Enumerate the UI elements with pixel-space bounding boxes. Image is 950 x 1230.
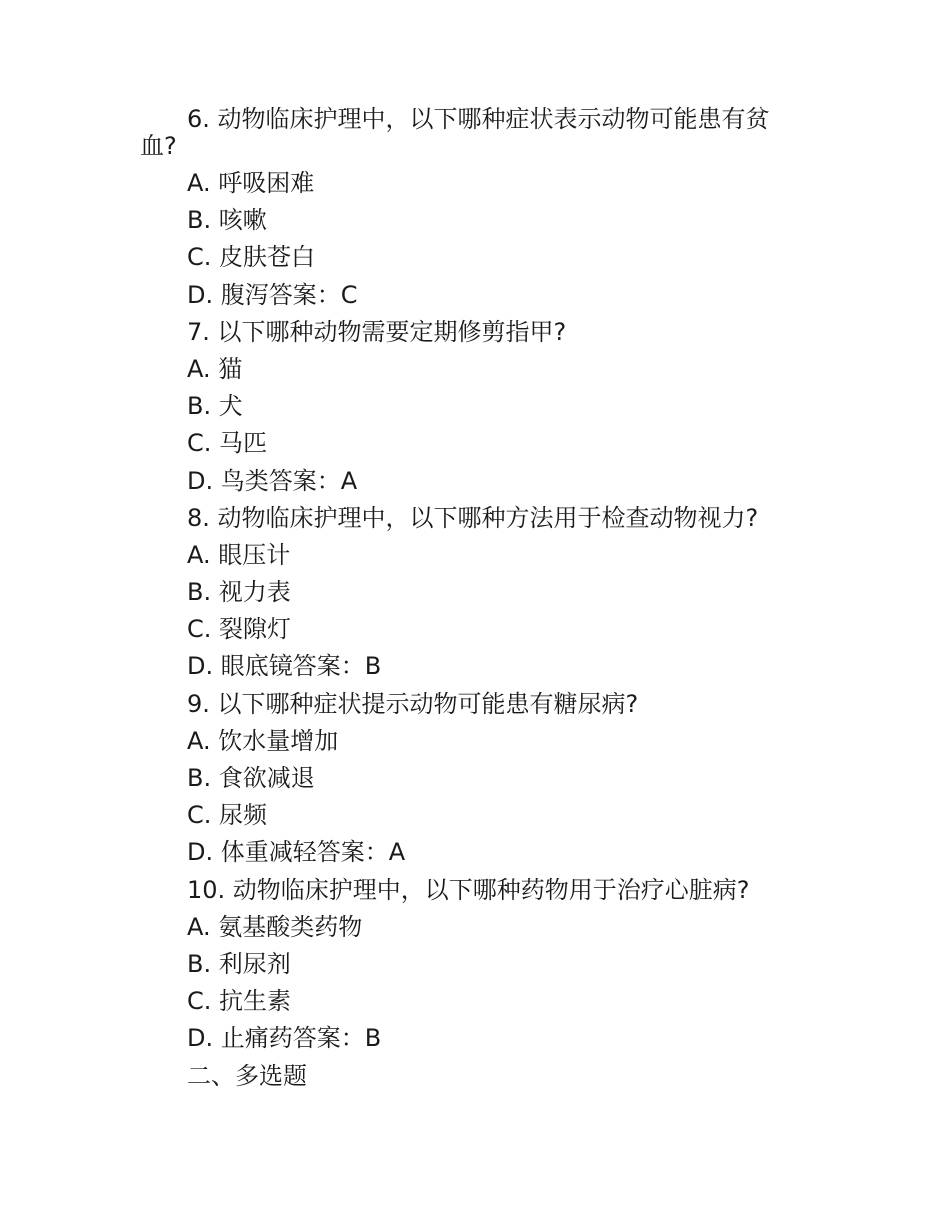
section-heading: 二、多选题 <box>187 1061 307 1090</box>
question-9-option-c: C. 尿频 <box>187 801 268 830</box>
question-7-option-b: B. 犬 <box>187 392 243 421</box>
question-7-option-d-answer: D. 鸟类答案：A <box>187 466 358 495</box>
question-10-option-b: B. 利尿剂 <box>187 949 291 978</box>
question-8-option-c: C. 裂隙灯 <box>187 615 292 644</box>
question-10-option-c: C. 抗生素 <box>187 987 292 1016</box>
question-6-option-d-answer: D. 腹泻答案：C <box>187 280 358 309</box>
question-9-option-a: A. 饮水量增加 <box>187 726 339 755</box>
question-6-option-b: B. 咳嗽 <box>187 206 267 235</box>
question-10-stem: 10. 动物临床护理中，以下哪种药物用于治疗心脏病? <box>187 875 750 904</box>
question-8-option-a: A. 眼压计 <box>187 540 291 569</box>
question-8-stem: 8. 动物临床护理中，以下哪种方法用于检查动物视力? <box>187 503 759 532</box>
question-6-option-c: C. 皮肤苍白 <box>187 243 316 272</box>
question-6-stem: 6. 动物临床护理中，以下哪种症状表示动物可能患有贫血? <box>140 105 770 160</box>
question-9-stem: 9. 以下哪种症状提示动物可能患有糖尿病? <box>187 689 639 718</box>
question-7-stem: 7. 以下哪种动物需要定期修剪指甲? <box>187 317 567 346</box>
question-9-option-d-answer: D. 体重减轻答案：A <box>187 838 406 867</box>
question-7-option-c: C. 马匹 <box>187 429 268 458</box>
question-9-option-b: B. 食欲减退 <box>187 764 315 792</box>
question-10-option-d-answer: D. 止痛药答案：B <box>187 1024 382 1053</box>
question-6-option-a: A. 呼吸困难 <box>187 169 315 197</box>
question-7-option-a: A. 猫 <box>187 354 243 383</box>
question-8-option-b: B. 视力表 <box>187 578 291 607</box>
document-page <box>140 100 800 1095</box>
question-8-option-d-answer: D. 眼底镜答案：B <box>187 652 382 681</box>
question-10-option-a: A. 氨基酸类药物 <box>187 912 363 941</box>
